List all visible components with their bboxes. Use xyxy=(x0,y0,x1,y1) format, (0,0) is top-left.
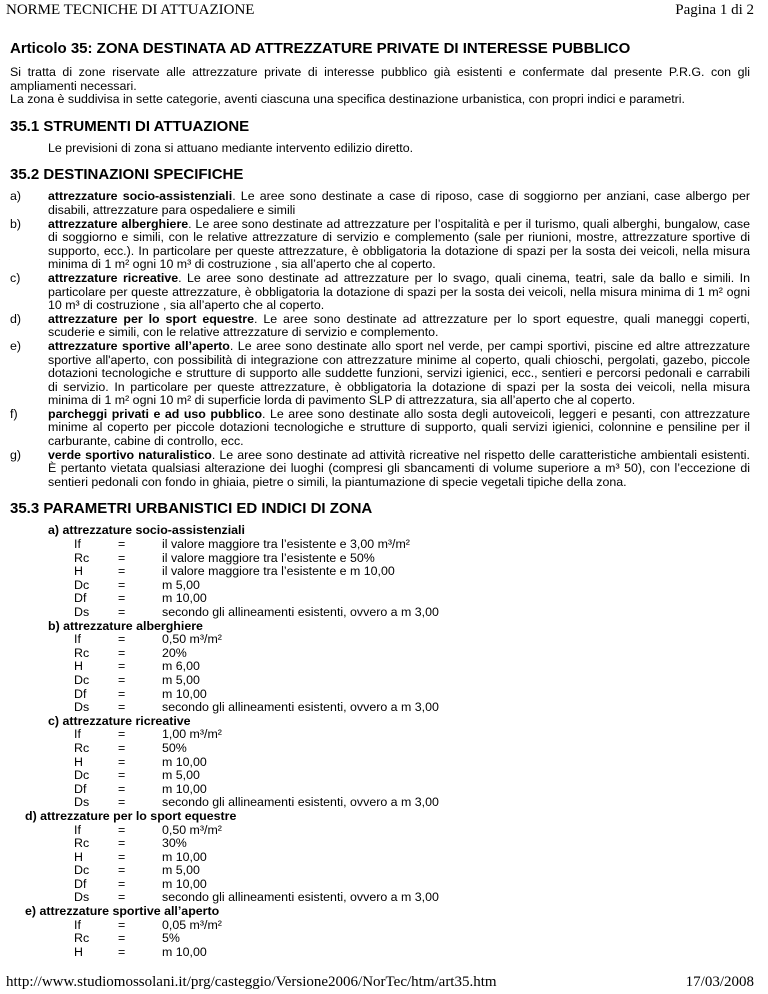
parameter-value: m 10,00 xyxy=(162,591,207,606)
footer-url: http://www.studiomossolani.it/prg/casteggio/Versione2006/NorTec/htm/art35.htm xyxy=(6,974,497,990)
parameter-row xyxy=(10,565,750,579)
list-item xyxy=(10,340,750,408)
equals-sign: = xyxy=(118,577,126,592)
parameter-row xyxy=(10,688,750,702)
parameter-group-title: b) attrezzature alberghiere xyxy=(48,618,203,633)
list-letter: a) xyxy=(10,189,22,204)
list-item-text: . Le aree sono destinate a case di riposo, case di soggiorno per anziani, case albergo per disabili, attrezzature para ospedaliere e simili xyxy=(48,189,750,217)
parameter-value: 0,05 m³/m² xyxy=(162,917,222,932)
parameter-group-title: a) attrezzature socio-assistenziali xyxy=(48,523,245,538)
equals-sign: = xyxy=(118,876,126,891)
parameter-value: m 5,00 xyxy=(162,672,200,687)
parameter-value: 5% xyxy=(162,931,180,946)
parameter-key: Ds xyxy=(74,700,90,715)
page-number: Pagina 1 di 2 xyxy=(675,2,754,18)
parameter-row xyxy=(10,824,750,838)
parameter-value: secondo gli allineamenti esistenti, ovvero a m 3,00 xyxy=(162,700,439,715)
parameter-value: il valore maggiore tra l’esistente e 3,00 m³/m² xyxy=(162,537,410,552)
parameter-group-title: e) attrezzature sportive all’aperto xyxy=(25,904,220,919)
parameter-row xyxy=(10,837,750,851)
parameter-row xyxy=(10,633,750,647)
parameter-value: il valore maggiore tra l’esistente e 50% xyxy=(162,550,375,565)
equals-sign: = xyxy=(118,931,126,946)
parameter-key: If xyxy=(74,917,81,932)
parameter-row xyxy=(10,796,750,810)
parameter-group-title: c) attrezzature ricreative xyxy=(48,713,191,728)
parameter-key: Ds xyxy=(74,890,90,905)
parameter-value: 30% xyxy=(162,836,187,851)
equals-sign: = xyxy=(118,740,126,755)
equals-sign: = xyxy=(118,917,126,932)
equals-sign: = xyxy=(118,781,126,796)
parameter-value: m 10,00 xyxy=(162,781,207,796)
parameter-key: Rc xyxy=(74,550,90,565)
parameter-value: m 10,00 xyxy=(162,876,207,891)
parameter-row xyxy=(10,701,750,715)
parameter-row xyxy=(10,769,750,783)
parameter-value: secondo gli allineamenti esistenti, ovvero a m 3,00 xyxy=(162,890,439,905)
destinations-list xyxy=(10,190,750,489)
parameter-key: If xyxy=(74,822,81,837)
equals-sign: = xyxy=(118,944,126,959)
parameter-row xyxy=(10,851,750,865)
equals-sign: = xyxy=(118,564,126,579)
list-item xyxy=(10,218,750,272)
equals-sign: = xyxy=(118,836,126,851)
equals-sign: = xyxy=(118,605,126,619)
list-letter: d) xyxy=(10,311,22,326)
parameter-row xyxy=(10,756,750,770)
parameters-block xyxy=(10,524,750,959)
parameter-value: 1,00 m³/m² xyxy=(162,727,222,742)
equals-sign: = xyxy=(118,550,126,565)
equals-sign: = xyxy=(118,795,126,810)
equals-sign: = xyxy=(118,672,126,687)
list-item-term: attrezzature per lo sport equestre xyxy=(48,311,255,326)
equals-sign: = xyxy=(118,645,126,660)
list-item xyxy=(10,190,750,217)
parameter-value: m 5,00 xyxy=(162,577,200,592)
parameter-key: Dc xyxy=(74,577,90,592)
list-item-text: . Le aree sono destinate allo sosta degli autoveicoli, leggeri e pesanti, con attrezzature minime al coperto per piccole dotazioni tecnologiche e strutture di supporto, quali servizi igienici, colonnine e pensiline per il carburante, cabine di controllo, ecc. xyxy=(48,406,750,449)
intro-paragraph: Si tratta di zone riservate alle attrezzature private di interesse pubblico già esistenti e confermate dal presente P.R.G. con gli ampliamenti necessari. xyxy=(10,65,750,93)
equals-sign: = xyxy=(118,863,126,878)
parameter-key: Df xyxy=(74,591,87,606)
parameter-row xyxy=(10,878,750,892)
parameter-group-title: d) attrezzature per lo sport equestre xyxy=(25,808,237,823)
parameter-row xyxy=(10,891,750,905)
parameter-value: m 10,00 xyxy=(162,686,207,701)
parameter-key: Df xyxy=(74,876,87,891)
parameter-key: Rc xyxy=(74,740,90,755)
parameter-row xyxy=(10,647,750,661)
parameter-row xyxy=(10,919,750,933)
parameter-row xyxy=(10,660,750,674)
list-item-term: attrezzature ricreative xyxy=(48,270,179,285)
parameter-key: H xyxy=(74,944,83,959)
equals-sign: = xyxy=(118,632,126,647)
list-item-text: . Le aree sono destinate ad attrezzature per lo svago, quali cinema, teatri, sale da ballo e simili. In particolare per queste attrezzature, è obbligatoria la dotazione di spazi per la sosta dei veicoli, nella misura minima di 1 m² ogni 10 m³ di costruzione , sia all’aperto che al coperto. xyxy=(48,270,750,313)
parameter-key: H xyxy=(74,754,83,769)
parameter-value: 50% xyxy=(162,740,187,755)
list-item-term: attrezzature sportive all’aperto xyxy=(48,338,230,353)
list-item xyxy=(10,449,750,490)
running-header-title: NORME TECNICHE DI ATTUAZIONE xyxy=(6,2,255,18)
parameter-value: m 10,00 xyxy=(162,754,207,769)
parameter-value: il valore maggiore tra l’esistente e m 10,00 xyxy=(162,564,395,579)
section-heading-35-2: 35.2 DESTINAZIONI SPECIFICHE xyxy=(10,166,244,184)
equals-sign: = xyxy=(118,822,126,837)
list-item-text: . Le aree sono destinate ad attività ricreative nel rispetto delle caratteristiche ambientali esistenti. È pertanto vietata qualsiasi alterazione dei luoghi (compresi gli sbancamenti di volume superiore a m³ 50), con l’eccezione di sentieri pedonali con fondo in ghiaia, pietre o simili, la piantumazione di specie vegetali tipiche della zona. xyxy=(48,447,750,489)
parameter-key: Ds xyxy=(74,795,90,810)
parameter-value: m 10,00 xyxy=(162,944,207,959)
parameter-row xyxy=(10,674,750,688)
parameter-value: 20% xyxy=(162,645,187,660)
equals-sign: = xyxy=(118,849,126,864)
list-item xyxy=(10,272,750,313)
parameter-row xyxy=(10,579,750,593)
section-heading-35-3: 35.3 PARAMETRI URBANISTICI ED INDICI DI ZONA xyxy=(10,500,373,518)
parameter-row xyxy=(10,864,750,878)
list-item xyxy=(10,408,750,449)
list-item-term: attrezzature socio-assistenziali xyxy=(48,189,233,204)
equals-sign: = xyxy=(118,768,126,783)
list-item-term: attrezzature alberghiere xyxy=(48,216,189,231)
section-text: Le previsioni di zona si attuano mediante intervento edilizio diretto. xyxy=(48,140,414,155)
parameter-key: H xyxy=(74,659,83,674)
parameter-key: H xyxy=(74,849,83,864)
list-letter: e) xyxy=(10,338,22,353)
parameter-key: Df xyxy=(74,781,87,796)
list-letter: g) xyxy=(10,447,22,462)
document-body xyxy=(10,40,750,959)
parameter-key: If xyxy=(74,537,81,552)
equals-sign: = xyxy=(118,537,126,552)
parameter-value: 0,50 m³/m² xyxy=(162,822,222,837)
list-item-text: . Le aree sono destinate ad attrezzature per l’ospitalità e per il turismo, quali alberghi, bungalow, case di soggiorno e simili, con le relative attrezzature di servizio e complemento (sale per riunioni, mostre, attrezzature sportive di supporto, ecc.). In particolare per queste attrezzature, è obbligatoria la dotazione di spazi per la sosta dei veicoli, nella misura minima di 1 m² ogni 10 m³ di costruzione , sia all’aperto che al coperto. xyxy=(48,216,750,272)
footer-date: 17/03/2008 xyxy=(685,974,754,990)
parameter-key: Dc xyxy=(74,863,90,878)
list-item-term: parcheggi privati e ad uso pubblico xyxy=(48,406,263,421)
parameter-value: m 5,00 xyxy=(162,768,200,783)
parameter-key: Rc xyxy=(74,836,90,851)
parameter-row xyxy=(10,946,750,960)
equals-sign: = xyxy=(118,659,126,674)
section-heading-35-1: 35.1 STRUMENTI DI ATTUAZIONE xyxy=(10,117,250,135)
parameter-key: Dc xyxy=(74,768,90,783)
parameter-key: Rc xyxy=(74,931,90,946)
equals-sign: = xyxy=(118,890,126,905)
list-item-term: verde sportivo naturalistico xyxy=(48,447,212,462)
parameter-value: secondo gli allineamenti esistenti, ovvero a m 3,00 xyxy=(162,605,439,619)
list-letter: c) xyxy=(10,270,21,285)
parameter-row xyxy=(10,538,750,552)
parameter-value: 0,50 m³/m² xyxy=(162,632,222,647)
parameter-row xyxy=(10,728,750,742)
parameter-value: m 6,00 xyxy=(162,659,200,674)
parameter-value: secondo gli allineamenti esistenti, ovvero a m 3,00 xyxy=(162,795,439,810)
parameter-key: Df xyxy=(74,686,87,701)
list-item-text: . Le aree sono destinate ad attrezzature per lo sport equestre, quali maneggi coperti, scuderie e simili, con le relative attrezzature di servizio e complemento. xyxy=(48,311,750,340)
parameter-key: Rc xyxy=(74,645,90,660)
parameter-row xyxy=(10,592,750,606)
parameter-row xyxy=(10,932,750,946)
list-letter: b) xyxy=(10,216,22,231)
equals-sign: = xyxy=(118,700,126,715)
parameter-key: If xyxy=(74,632,81,647)
equals-sign: = xyxy=(118,727,126,742)
parameter-value: m 5,00 xyxy=(162,863,200,878)
parameter-key: If xyxy=(74,727,81,742)
article-title: Articolo 35: ZONA DESTINATA AD ATTREZZATURE PRIVATE DI INTERESSE PUBBLICO xyxy=(10,40,631,57)
parameter-key: Dc xyxy=(74,672,90,687)
list-item xyxy=(10,313,750,340)
equals-sign: = xyxy=(118,686,126,701)
parameter-value: m 10,00 xyxy=(162,849,207,864)
parameter-key: H xyxy=(74,564,83,579)
list-letter: f) xyxy=(10,406,18,421)
list-item-text: . Le aree sono destinate allo sport nel verde, per campi sportivi, piscine ed altre attrezzature sportive all'aperto, con possibilità di integrazione con attrezzature minime al coperto, quali chioschi, pergolati, gazebo, piccole dotazioni tecnologiche e strutture di supporto alle suddette funzioni, servizi igienici, ecc., sentieri e percorsi pedonali e carrabili di servizio. In particolare per queste attrezzature, è obbligatoria la dotazione di spazi per la sosta dei veicoli, nella misura minima di 1 m² ogni 10 m² di superficie lorda di pavimento SLP di attrezzatura, sia all’aperto che al coperto. xyxy=(48,338,751,408)
parameter-row xyxy=(10,552,750,566)
parameter-row xyxy=(10,783,750,797)
intro-paragraph: La zona è suddivisa in sette categorie, aventi ciascuna una specifica destinazione urbanistica, con propri indici e parametri. xyxy=(10,92,685,107)
equals-sign: = xyxy=(118,591,126,606)
parameter-row xyxy=(10,742,750,756)
parameter-row xyxy=(10,606,750,620)
parameter-key: Ds xyxy=(74,605,90,619)
equals-sign: = xyxy=(118,754,126,769)
